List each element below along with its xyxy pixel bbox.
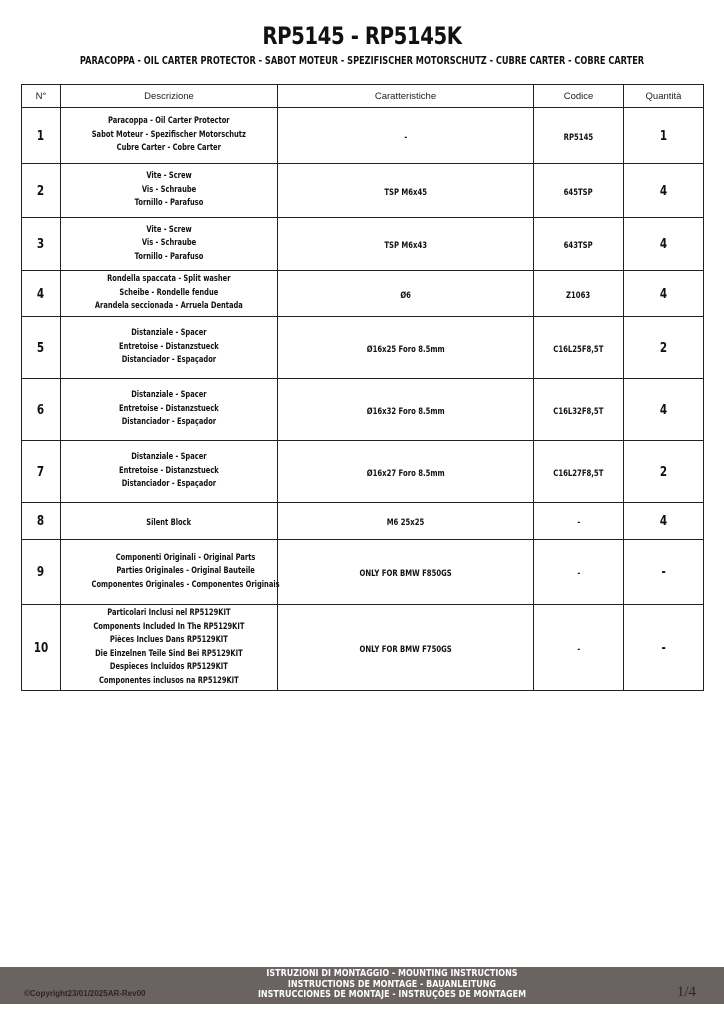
description-line: Distanziale - Spacer <box>131 452 207 463</box>
row-description <box>119 389 219 430</box>
row-features-cell <box>278 379 534 441</box>
row-quantity-cell <box>624 218 704 271</box>
description-line: Distanziale - Spacer <box>131 328 207 339</box>
row-description <box>119 327 219 368</box>
instructions-title <box>222 969 561 1001</box>
row-number: 5 <box>37 340 45 356</box>
row-features: ONLY FOR BMW F850GS <box>359 569 452 579</box>
table-row <box>22 379 704 441</box>
description-line: Arandela seccionada - Arruela Dentada <box>95 301 243 312</box>
row-description-cell <box>61 271 278 317</box>
row-description <box>135 170 204 211</box>
table-body <box>22 108 704 691</box>
table-row <box>22 218 704 271</box>
row-description-cell <box>61 503 278 540</box>
description-line: Entretoise - Distanzstueck <box>119 403 219 414</box>
row-code: 645TSP <box>563 187 594 198</box>
description-line: Paracoppa - Oil Carter Protector <box>108 116 230 127</box>
row-description-cell <box>61 379 278 441</box>
row-number-cell <box>22 317 61 379</box>
description-line: Distanciador - Espaçador <box>121 479 217 490</box>
description-line: Sabot Moteur - Spezifischer Motorschutz <box>91 129 247 140</box>
instructions-line: INSTRUCCIONES DE MONTAJE - INSTRUÇÕES DE MONTAGEM <box>257 989 527 1000</box>
footer-bar <box>0 967 724 1004</box>
row-quantity: 4 <box>659 183 668 199</box>
table-header-row <box>22 85 704 108</box>
row-code: RP5145 <box>563 132 594 143</box>
description-line: Distanziale - Spacer <box>131 390 207 401</box>
header-number: N° <box>22 85 61 108</box>
row-description <box>93 607 244 688</box>
row-quantity-cell <box>624 271 704 317</box>
table-row <box>22 317 704 379</box>
description-line: Despieces Incluidos RP5129KIT <box>110 662 228 672</box>
row-code: C16L27F8,5T <box>553 468 604 479</box>
row-quantity-cell <box>624 164 704 218</box>
description-line: Rondella spaccata - Split washer <box>107 274 231 285</box>
row-quantity: 4 <box>659 237 668 252</box>
row-number-cell <box>22 540 61 605</box>
row-code-cell <box>534 605 624 691</box>
row-code-cell <box>534 108 624 164</box>
row-description <box>135 224 204 265</box>
row-features: Ø6 <box>400 290 411 301</box>
row-description-cell <box>61 108 278 164</box>
row-features-cell <box>278 441 534 503</box>
header-features: Caratteristiche <box>278 85 534 108</box>
row-quantity: - <box>661 640 666 656</box>
description-line: Parties Originales - Original Bauteile <box>116 566 255 577</box>
row-number: 7 <box>37 464 45 480</box>
row-features: Ø16x27 Foro 8.5mm <box>366 468 445 479</box>
row-number-cell <box>22 108 61 164</box>
description-line: Tornillo - Parafuso <box>134 251 204 262</box>
row-number: 8 <box>37 514 45 529</box>
row-features: TSP M6x43 <box>384 241 427 251</box>
row-description <box>119 451 219 492</box>
row-code-cell <box>534 218 624 271</box>
row-description <box>95 273 243 314</box>
row-number-cell <box>22 164 61 218</box>
row-quantity-cell <box>624 605 704 691</box>
row-description <box>147 517 192 531</box>
parts-table <box>21 84 704 691</box>
row-features-cell <box>278 271 534 317</box>
row-quantity: 2 <box>659 464 668 480</box>
description-line: Vis - Schraube <box>141 184 197 195</box>
row-number: 1 <box>37 128 45 144</box>
page-subtitle: PARACOPPA - OIL CARTER PROTECTOR - SABOT MOTEUR - SPEZIFISCHER MOTORSCHUTZ - CUBRE CARTER - COBRE CARTER <box>79 55 645 67</box>
header-quantity: Quantità <box>624 85 704 108</box>
row-description-cell <box>61 164 278 218</box>
row-features-cell <box>278 503 534 540</box>
page-number: 1/4 <box>676 984 696 1000</box>
description-line: Vis - Schraube <box>141 238 197 249</box>
row-description-cell <box>61 540 278 605</box>
table-row <box>22 540 704 605</box>
table-row <box>22 164 704 218</box>
row-number: 9 <box>37 565 45 580</box>
table-row <box>22 605 704 691</box>
table-row <box>22 441 704 503</box>
header-description: Descrizione <box>61 85 278 108</box>
row-quantity: 1 <box>659 128 668 144</box>
row-features: M6 25x25 <box>386 518 425 528</box>
table-row <box>22 271 704 317</box>
row-quantity: 4 <box>659 514 668 529</box>
description-line: Componentes inclusos na RP5129KIT <box>99 675 239 686</box>
description-line: Cubre Carter - Cobre Carter <box>116 143 222 154</box>
row-features: TSP M6x45 <box>384 187 427 198</box>
description-line: Vite - Screw <box>146 171 192 182</box>
description-line: Entretoise - Distanzstueck <box>119 465 219 476</box>
row-number-cell <box>22 271 61 317</box>
description-line: Distanciador - Espaçador <box>121 417 217 428</box>
row-quantity: - <box>661 565 666 580</box>
instructions-line: ISTRUZIONI DI MONTAGGIO - MOUNTING INSTRUCTIONS <box>266 968 518 979</box>
row-description-cell <box>61 441 278 503</box>
copyright-text: ©Copyright23/01/2025AR-Rev00 <box>24 989 146 998</box>
row-code: C16L25F8,5T <box>553 344 604 355</box>
description-line: Pièces Inclues Dans RP5129KIT <box>110 635 228 645</box>
description-line: Die Einzelnen Teile Sind Bei RP5129KIT <box>95 648 243 659</box>
row-code: 643TSP <box>563 241 594 251</box>
description-line: Distanciador - Espaçador <box>121 355 217 366</box>
row-number: 6 <box>37 402 45 418</box>
row-code: Z1063 <box>566 290 591 301</box>
row-code-cell <box>534 317 624 379</box>
row-code: C16L32F8,5T <box>553 406 604 417</box>
instructions-line: INSTRUCTIONS DE MONTAGE - BAUANLEITUNG <box>287 978 497 990</box>
row-features-cell <box>278 605 534 691</box>
description-line: Vite - Screw <box>146 224 192 235</box>
row-features: ONLY FOR BMW F750GS <box>359 644 452 655</box>
row-quantity-cell <box>624 108 704 164</box>
description-line: Components Included In The RP5129KIT <box>93 621 245 632</box>
row-code-cell <box>534 271 624 317</box>
row-code-cell <box>534 379 624 441</box>
row-features: Ø16x32 Foro 8.5mm <box>366 406 445 417</box>
row-quantity-cell <box>624 317 704 379</box>
row-code-cell <box>534 503 624 540</box>
row-quantity-cell <box>624 441 704 503</box>
row-features-cell <box>278 540 534 605</box>
row-number-cell <box>22 605 61 691</box>
table-row <box>22 108 704 164</box>
row-code-cell <box>534 164 624 218</box>
row-description-cell <box>61 218 278 271</box>
row-code-cell <box>534 441 624 503</box>
row-number-cell <box>22 218 61 271</box>
description-line: Silent Block <box>146 517 192 528</box>
row-features: Ø16x25 Foro 8.5mm <box>366 344 445 355</box>
row-quantity-cell <box>624 503 704 540</box>
row-features-cell <box>278 317 534 379</box>
row-features-cell <box>278 108 534 164</box>
row-description <box>92 552 280 593</box>
row-code: - <box>577 569 580 579</box>
description-line: Entretoise - Distanzstueck <box>119 341 219 352</box>
row-description <box>92 115 246 156</box>
row-description-cell <box>61 317 278 379</box>
description-line: Particolari Inclusi nel RP5129KIT <box>107 608 231 618</box>
row-quantity: 4 <box>659 286 668 302</box>
row-quantity-cell <box>624 379 704 441</box>
row-number-cell <box>22 441 61 503</box>
row-number-cell <box>22 379 61 441</box>
row-features-cell <box>278 164 534 218</box>
header-code: Codice <box>534 85 624 108</box>
row-features: - <box>404 132 407 143</box>
row-code: - <box>577 518 580 528</box>
description-line: Tornillo - Parafuso <box>134 198 204 209</box>
row-number: 10 <box>33 640 49 656</box>
row-code-cell <box>534 540 624 605</box>
description-line: Componenti Originali - Original Parts <box>115 552 256 563</box>
description-line: Scheibe - Rondelle fendue <box>119 287 219 298</box>
page-title: RP5145 - RP5145K <box>262 22 462 50</box>
row-number: 4 <box>37 286 45 302</box>
row-quantity: 2 <box>659 340 668 356</box>
row-quantity-cell <box>624 540 704 605</box>
row-number: 3 <box>37 237 45 252</box>
row-description-cell <box>61 605 278 691</box>
row-number: 2 <box>37 183 45 199</box>
row-features-cell <box>278 218 534 271</box>
description-line: Componentes Originales - Componentes Originais <box>91 579 280 590</box>
row-quantity: 4 <box>659 402 668 418</box>
table-row <box>22 503 704 540</box>
row-code: - <box>577 644 580 655</box>
row-number-cell <box>22 503 61 540</box>
